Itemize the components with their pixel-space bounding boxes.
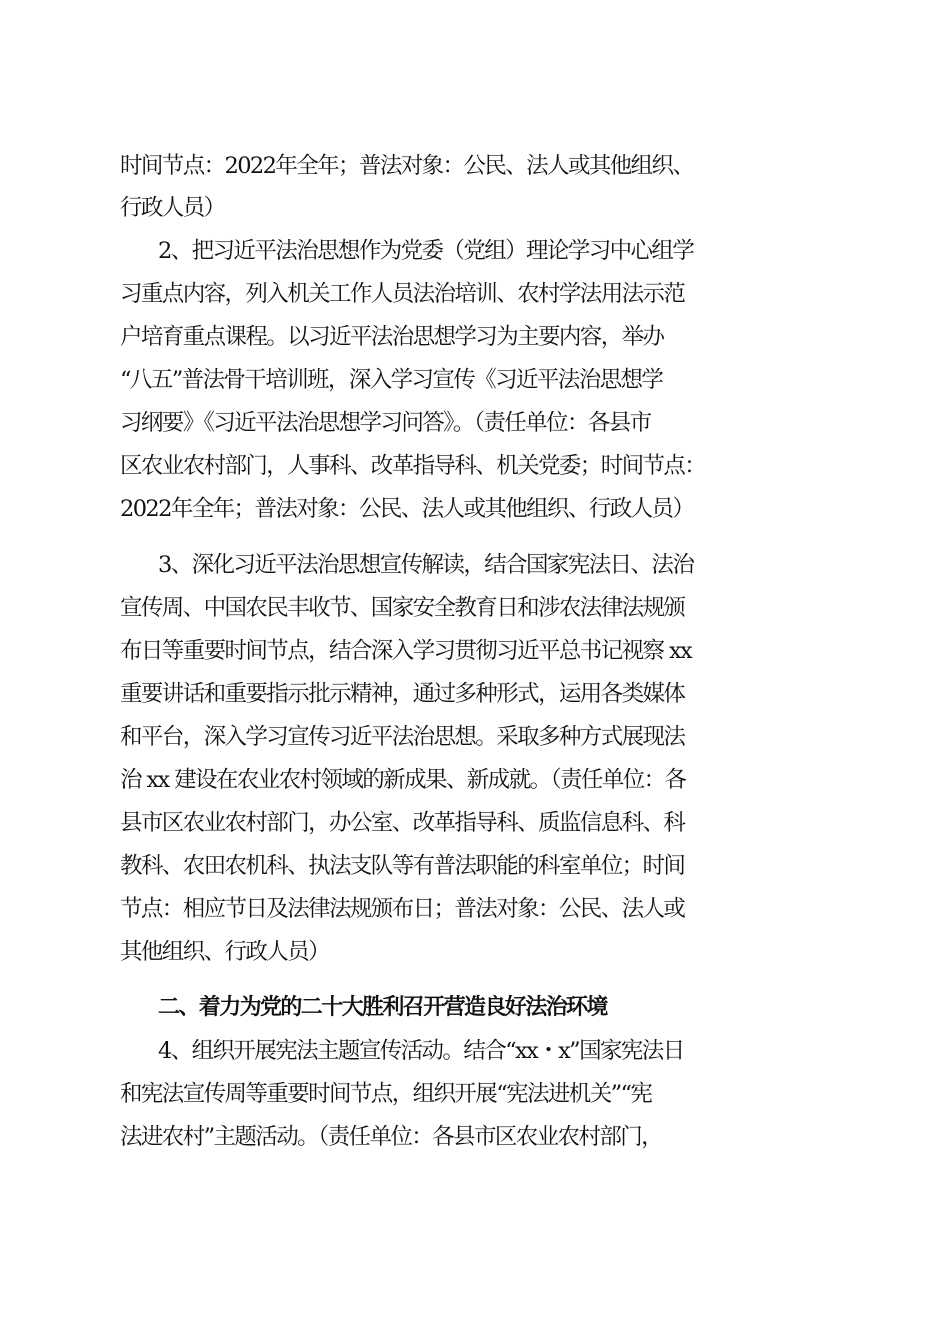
paragraph-line: 教科、农田农机科、执法支队等有普法职能的科室单位；时间	[120, 853, 685, 879]
paragraph-line: 时间节点：2022年全年；普法对象：公民、法人或其他组织、	[120, 153, 694, 179]
paragraph-line: 习纲要》《习近平法治思想学习问答》。（责任单位：各县市	[120, 410, 651, 436]
paragraph-line: 县市区农业农村部门，办公室、改革指导科、质监信息科、科	[120, 810, 685, 836]
paragraph-line: 布日等重要时间节点，结合深入学习贯彻习近平总书记视察 xx	[120, 638, 692, 664]
paragraph-line: 区农业农村部门，人事科、改革指导科、机关党委；时间节点：	[120, 453, 706, 479]
paragraph-line: 治 xx 建设在农业农村领域的新成果、新成就。（责任单位：各	[120, 767, 686, 793]
paragraph-line: 和平台，深入学习宣传习近平法治思想。采取多种方式展现法	[120, 724, 685, 750]
paragraph-line: 和宪法宣传周等重要时间节点，组织开展“宪法进机关”“宪	[120, 1081, 652, 1107]
paragraph-line: 习重点内容，列入机关工作人员法治培训、农村学法用法示范	[120, 281, 685, 307]
section-heading: 二、着力为党的二十大胜利召开营造良好法治环境	[158, 995, 607, 1020]
paragraph-line: 节点：相应节日及法律法规颁布日；普法对象：公民、法人或	[120, 896, 685, 922]
paragraph-line: 4、组织开展宪法主题宣传活动。结合“xx・x”国家宪法日	[158, 1038, 684, 1064]
paragraph-line: 宣传周、中国农民丰收节、国家安全教育日和涉农法律法规颁	[120, 595, 685, 621]
paragraph-line: 其他组织、行政人员）	[120, 939, 330, 965]
paragraph-line: 行政人员）	[120, 195, 225, 221]
paragraph-line: 重要讲话和重要指示批示精神，通过多种形式，运用各类媒体	[120, 681, 685, 707]
paragraph-line: 2、把习近平法治思想作为党委（党组）理论学习中心组学	[158, 238, 694, 264]
paragraph-line: 户培育重点课程。以习近平法治思想学习为主要内容，举办	[120, 324, 664, 350]
paragraph-line: 法进农村”主题活动。（责任单位：各县市区农业农村部门，	[120, 1124, 663, 1150]
paragraph-line: “八五”普法骨干培训班，深入学习宣传《习近平法治思想学	[120, 367, 663, 393]
paragraph-line: 2022年全年；普法对象：公民、法人或其他组织、行政人员）	[120, 496, 694, 522]
paragraph-line: 3、深化习近平法治思想宣传解读，结合国家宪法日、法治	[158, 552, 694, 578]
